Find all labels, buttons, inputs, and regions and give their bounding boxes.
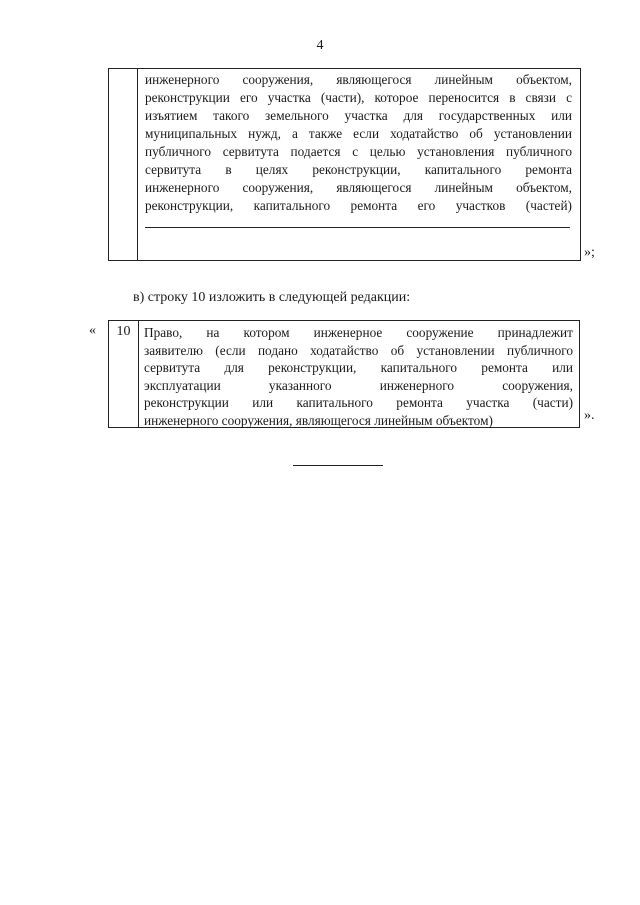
- table-text-cell: [145, 71, 572, 215]
- text-line: реконструкции его участка (части), которое переносится в связи с: [145, 90, 572, 105]
- table-continuation: [108, 68, 581, 261]
- page-number: 4: [316, 38, 324, 53]
- text-line: инженерного сооружения, являющегося линейным объектом): [144, 412, 493, 428]
- text-line: реконструкции, капитального ремонта его участков (частей): [145, 198, 572, 213]
- text-line: сервитута для реконструкции, капитального ремонта или: [144, 360, 573, 375]
- text-line: эксплуатации указанного инженерного сооружения,: [144, 377, 573, 393]
- text-line: Право, на котором инженерное сооружение принадлежит: [144, 325, 573, 340]
- text-line: изъятием такого земельного участка для государственных или: [145, 108, 572, 123]
- text-line: реконструкции или капитального ремонта участка (части): [144, 395, 573, 410]
- text-line: инженерного сооружения, являющегося линейным объектом,: [145, 180, 572, 195]
- amendment-paragraph: в) строку 10 изложить в следующей редакции:: [133, 290, 411, 305]
- text-line: публичного сервитута подается с целью установления публичного: [145, 144, 572, 159]
- end-rule: [293, 465, 383, 466]
- table-number-column: [109, 69, 138, 260]
- underline-rule: [145, 227, 570, 228]
- row-number: 10: [116, 324, 131, 339]
- text-line: инженерного сооружения, являющегося линейным объектом,: [145, 72, 572, 87]
- text-line: муниципальных нужд, а также если ходатайство об установлении: [145, 126, 572, 141]
- text-line: сервитута в целях реконструкции, капитального ремонта: [145, 162, 572, 177]
- text-line: заявителю (если подано ходатайство об установлении публичного: [144, 342, 573, 358]
- closing-quote: »;: [584, 245, 595, 260]
- closing-quote: ».: [584, 408, 595, 423]
- opening-quote: «: [89, 323, 96, 338]
- table-text-cell: [144, 324, 573, 429]
- table-row-10: [108, 320, 580, 428]
